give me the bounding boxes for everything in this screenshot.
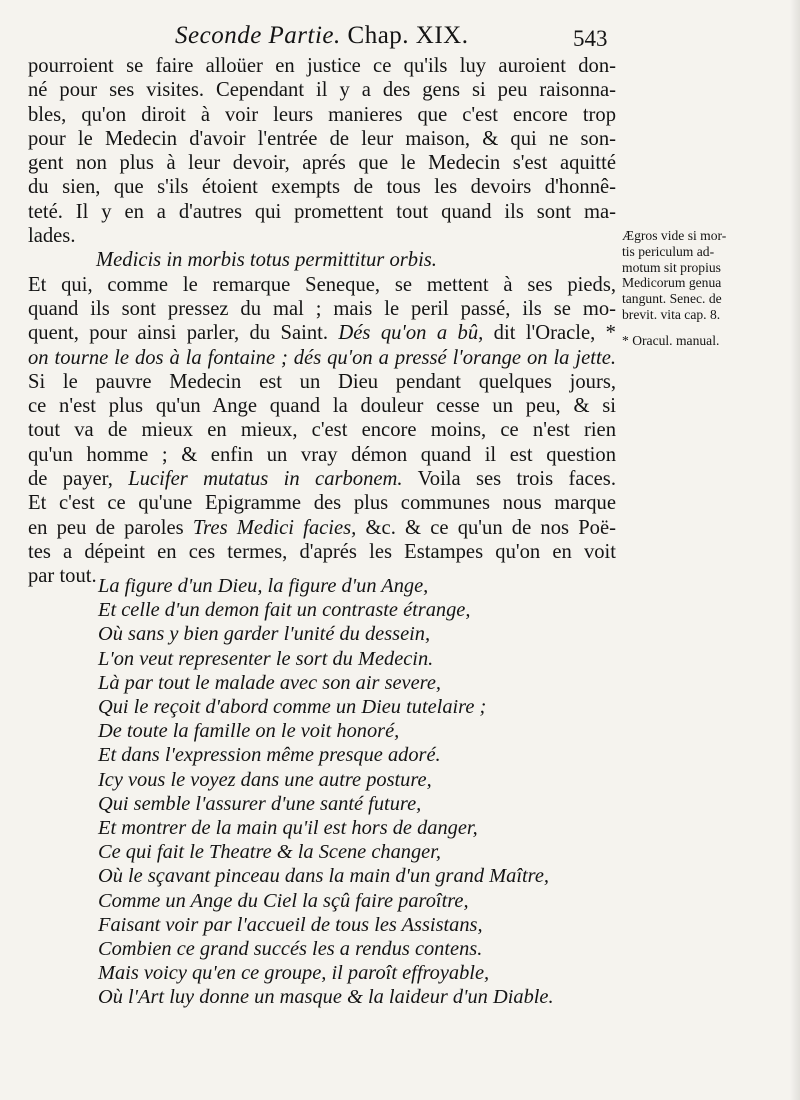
section-title: Seconde Partie.	[175, 22, 341, 49]
poem-line: Ce qui fait le Theatre & la Scene changer,	[98, 841, 441, 864]
marginal-note-line: Medicorum genua	[622, 275, 722, 291]
marginal-note-line: brevit. vita cap. 8.	[622, 306, 721, 322]
marginal-note-line: tis periculum ad-	[622, 243, 715, 259]
lucifer-quote: Lucifer mutatus in carbonem.	[128, 468, 403, 491]
page-header	[0, 22, 800, 54]
poem-line: Où l'Art luy donne un masque & la laideur d'un Diable.	[98, 986, 554, 1009]
poem-line: Icy vous le voyez dans une autre posture,	[98, 768, 432, 791]
poem-line: L'on veut representer le sort du Medecin.	[98, 647, 434, 670]
fountain-line: on tourne le dos à la fontaine ; dés qu'on a pressé l'orange on la jette.	[28, 346, 616, 369]
text-line-oracle	[28, 321, 616, 345]
poem	[98, 574, 554, 1010]
poem-line: Et celle d'un demon fait un contraste étrange,	[98, 599, 471, 622]
marginal-footnote: * Oracul. manual.	[622, 332, 720, 348]
text-line: Si le pauvre Medecin est un Dieu pendant quelques jours,	[28, 370, 616, 393]
text-line: Et qui, comme le remarque Seneque, se mettent à ses pieds,	[28, 273, 616, 296]
poem-line: Qui semble l'assurer d'une santé future,	[98, 792, 422, 815]
text-line: tout va de mieux en mieux, c'est encore moins, ce n'est rien	[28, 419, 616, 442]
main-text	[28, 54, 616, 589]
marginal-note-line: motum sit propius	[622, 259, 721, 275]
poem-line: Là par tout le malade avec son air severe,	[98, 671, 441, 694]
lucifer-text-a: de payer,	[28, 468, 113, 491]
text-line: teté. Il y en a d'autres qui promettent tout quand ils sont ma-	[28, 200, 616, 223]
page-edge-shadow	[790, 0, 800, 1100]
text-line: bles, qu'on diroit à voir leurs manieres que c'est encore trop	[28, 103, 616, 126]
text-line: gent non plus à leur devoir, aprés que le Medecin s'est aquitté	[28, 152, 616, 175]
marginal-notes	[622, 228, 792, 349]
text-line: tes a dépeint en ces termes, d'aprés les Estampes qu'on en voit	[28, 540, 616, 563]
oracle-text-c: dit l'Oracle, *	[493, 322, 616, 345]
chapter-title: Chap. XIX.	[347, 22, 469, 49]
text-line: quand ils sont pressez du mal ; mais le peril passé, ils se mo-	[28, 297, 616, 320]
poem-line: Comme un Ange du Ciel la sçû faire paroître,	[98, 889, 469, 912]
poem-line: Mais voicy qu'en ce groupe, il paroît effroyable,	[98, 962, 490, 985]
running-head	[175, 22, 469, 50]
poem-line: Qui le reçoit d'abord comme un Dieu tutelaire ;	[98, 696, 487, 719]
oracle-text-a: quent, pour ainsi parler, du Saint.	[28, 322, 328, 345]
poem-line: Où sans y bien garder l'unité du dessein,	[98, 623, 431, 646]
marginal-note-line: Ægros vide si mor-	[622, 228, 727, 243]
text-line: Et c'est ce qu'une Epigramme des plus communes nous marque	[28, 492, 616, 515]
text-line-epigram	[28, 516, 616, 540]
text-line: né pour ses visites. Cependant il y a des gens si peu raisonna-	[28, 79, 616, 102]
marginal-note-line: tangunt. Senec. de	[622, 291, 722, 307]
oracle-quote: Dés qu'on a bû,	[338, 322, 484, 345]
text-line-lucifer	[28, 467, 616, 491]
poem-line: Faisant voir par l'accueil de tous les Assistans,	[98, 913, 483, 936]
text-line: pour le Medecin d'avoir l'entrée de leur maison, & qui ne son-	[28, 127, 616, 150]
text-line: du sien, que s'ils étoient exempts de tous les devoirs d'honnê-	[28, 176, 616, 199]
page-number: 543	[573, 26, 608, 51]
lucifer-text-c: Voila ses trois faces.	[417, 468, 616, 491]
epigram-quote: Tres Medici facies,	[192, 516, 357, 539]
poem-line: De toute la famille on le voit honoré,	[98, 720, 400, 743]
poem-line: La figure d'un Dieu, la figure d'un Ange,	[98, 575, 429, 597]
epigram-text-c: &c. & ce qu'un de nos Poë-	[365, 516, 616, 539]
poem-line: Où le sçavant pinceau dans la main d'un grand Maître,	[98, 865, 550, 888]
text-line: par tout.	[28, 565, 97, 588]
poem-line: Et dans l'expression même presque adoré.	[98, 744, 441, 767]
epigram-text-a: en peu de paroles	[28, 516, 184, 539]
text-line: pourroient se faire alloüer en justice ce qu'ils luy auroient don-	[28, 55, 616, 77]
latin-quote: Medicis in morbis totus permittitur orbis.	[96, 249, 437, 272]
text-line: qu'un homme ; & enfin un vray démon quand il est question	[28, 443, 616, 466]
text-line: ce n'est plus qu'un Ange quand la douleur cesse un peu, & si	[28, 395, 616, 418]
text-line: lades.	[28, 225, 76, 248]
poem-line: Combien ce grand succés les a rendus contens.	[98, 938, 483, 961]
poem-line: Et montrer de la main qu'il est hors de danger,	[98, 817, 478, 840]
